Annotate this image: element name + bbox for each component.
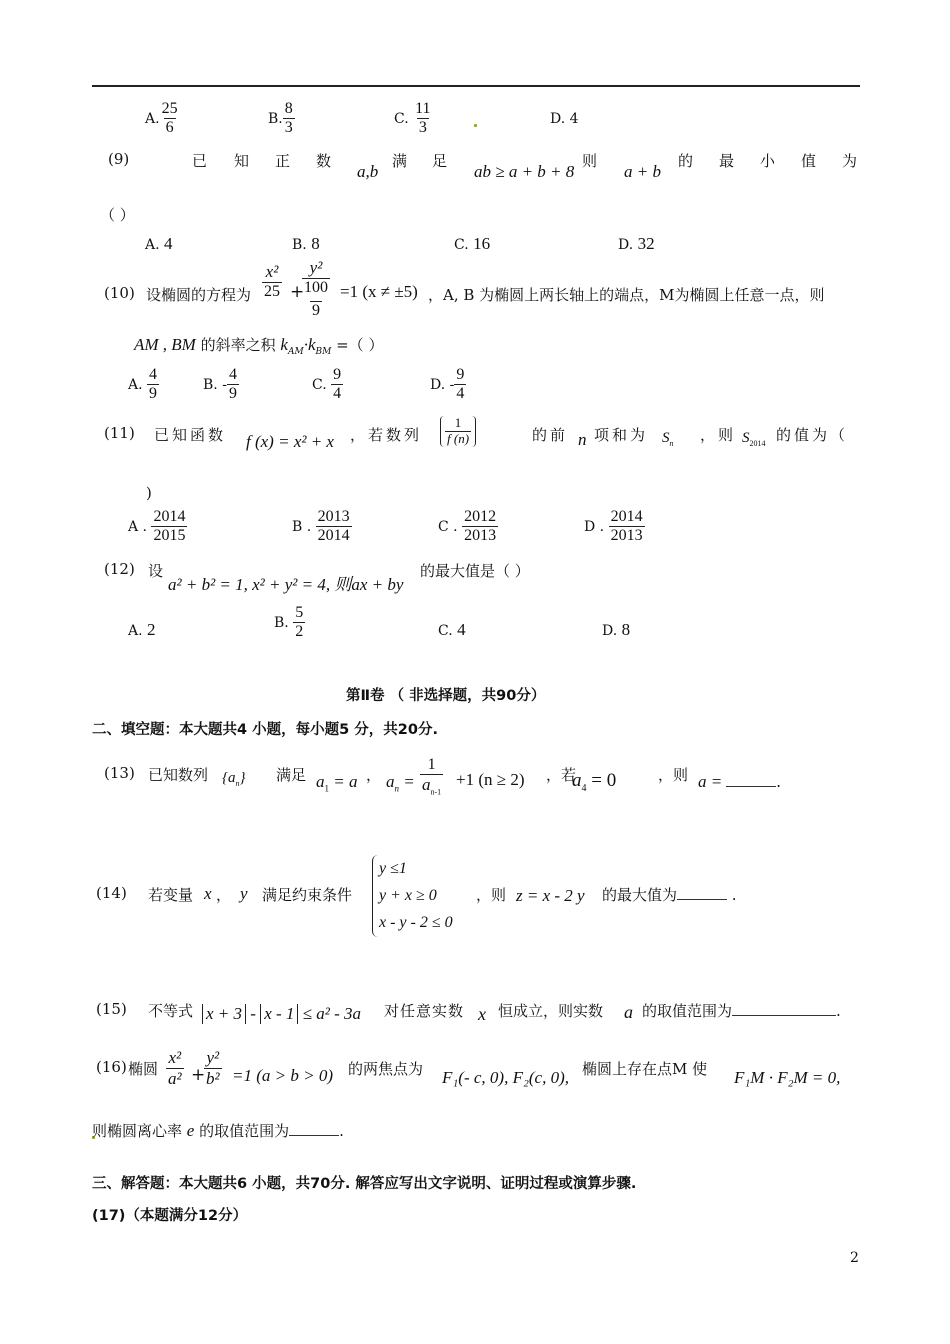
q14-constraint-system (372, 855, 453, 937)
stray-mark (474, 124, 477, 127)
q9-word: 正 (275, 152, 291, 170)
q11-mid: ，若数列 (350, 426, 423, 444)
q14-constraint: x - y - 2 ≤ 0 (379, 914, 453, 931)
q9-word: 足 (432, 152, 448, 170)
q12-prefix: 设 (148, 562, 164, 580)
fill-in-section-heading: 二、填空题：本大题共4 小题，每小题5 分，共20分. (92, 722, 438, 738)
q11-mid2: 的前 (532, 426, 569, 444)
q13-a1: $a_1 = a$ (316, 772, 358, 794)
q11-n: n (578, 430, 587, 449)
q9-word: 的 (678, 152, 694, 170)
q8-option-b: B. $\frac{8}{3}$ (268, 100, 293, 137)
q9-option-c: C. 16 (454, 234, 491, 253)
q9-word: 数 (316, 152, 332, 170)
q10-option-a: A. $\frac{4}{9}$ (128, 366, 158, 403)
q10-option-b: B. - $\frac{4}{9}$ (203, 366, 237, 403)
q17-heading: (17)（本题满分12分） (92, 1208, 248, 1224)
q12-option-b: B. $\frac{5}{2}$ (274, 604, 304, 641)
q10-fraction-x: $\frac{\text{x²}}{25}$ (264, 262, 280, 300)
q9-then: 则 (582, 152, 598, 170)
part2-title: 第Ⅱ卷 （ 非选择题，共90分） (346, 688, 546, 704)
q12-condition: a² + b² = 1, x² + y² = 4, 则ax + by (168, 575, 404, 594)
q14-y: y (240, 884, 248, 903)
q16-equation-rhs: =1 (a > b > 0) (232, 1066, 333, 1085)
q14-mid: 满足约束条件 (262, 886, 353, 904)
q16-fraction-y: $\frac{\text{y²}}{\text{b²}}$ (206, 1048, 220, 1088)
q16-fraction-x: $\frac{\text{x²}}{\text{a²}}$ (168, 1048, 182, 1088)
q8-option-a: A. $\frac{25}{6}$ (145, 100, 178, 137)
q16-plus: + (191, 1065, 206, 1085)
q10-option-d: D. - $\frac{9}{4}$ (430, 366, 465, 403)
q15-number: (15) (96, 1000, 127, 1018)
q14-constraint: y + x ≥ 0 (379, 887, 437, 904)
q11-sn: $S_n$ (662, 430, 674, 448)
q13-prefix: 已知数列 (148, 766, 209, 784)
q9-word: 最 (719, 152, 735, 170)
q12-number: (12) (104, 560, 135, 578)
q15-inequality: x + 3 - x - 1 ≤ a² - 3a (202, 1004, 361, 1024)
q15-mid: 对任意实数 (384, 1002, 465, 1020)
q14-sep: ， (216, 886, 232, 904)
q13-ruo: ，若 (546, 766, 577, 784)
q13-fraction: $\frac{1}{a_{n-1}}$ (422, 756, 442, 797)
q16-number: (16) (96, 1058, 127, 1076)
solution-section-heading: 三、解答题：本大题共6 小题，共70分. 解答应写出文字说明、证明过程或演算步骤. (92, 1176, 637, 1192)
q12-option-a: A. 2 (128, 620, 156, 639)
q10-equation-rhs: =1 (x ≠ ±5) (340, 282, 418, 301)
q13-number: (13) (104, 764, 135, 782)
q12-option-d: D. 8 (602, 620, 631, 639)
q9-answer-paren: （ ） (100, 206, 135, 224)
q13-an: $a_n$ = (386, 772, 415, 794)
q16-mid: 的两焦点为 (348, 1060, 424, 1078)
q14-ze: ，则 (476, 886, 507, 904)
q11-mid4: ，则 (700, 426, 737, 444)
q8-option-d: D. 4 (550, 111, 579, 127)
q11-option-b: B . $\frac{2013}{2014}$ (292, 508, 350, 545)
q10-fraction-y: y² 100 9 (304, 258, 328, 319)
q11-prefix: 已知函数 (154, 426, 227, 444)
q9-condition: ab ≥ a + b + 8 (474, 162, 575, 181)
q14-tail: 的最大值为 . (602, 886, 737, 904)
q14-x: x (204, 884, 212, 903)
q9-option-a: A. 4 (145, 234, 173, 253)
q9-word: 知 (234, 152, 250, 170)
q9-word: 值 (801, 152, 817, 170)
q13-mid: 满足 (276, 766, 307, 784)
q11-function: f (x) = x² + x (246, 432, 334, 451)
q15-x: x (478, 1004, 486, 1024)
q16-line2: 则椭圆离心率 e 的取值范围为 . (92, 1121, 344, 1140)
q10-plus: + (290, 282, 305, 302)
q11-s2014: $S_{2014}$ (742, 430, 766, 448)
q16-foci: F₁(- c, 0), F₂(c, 0), (442, 1068, 569, 1087)
q14-prefix: 若变量 (148, 886, 194, 904)
q9-option-d: D. 32 (618, 234, 655, 253)
q8-option-c: C. $\frac{11}{3}$ (394, 100, 431, 137)
q11-option-d: D . $\frac{2014}{2013}$ (584, 508, 643, 545)
q15-tail: 的取值范围为 . (642, 1002, 841, 1020)
q12-option-c: C. 4 (438, 620, 466, 639)
q13-comma: ， (366, 766, 382, 784)
q12-tail: 的最大值是（ ） (420, 562, 530, 580)
q16-prefix: 椭圆 (128, 1060, 159, 1078)
q9-word: 小 (760, 152, 776, 170)
q13-sequence: $\{a_n\}$ (222, 770, 246, 788)
q13-plus-one: +1 (n ≥ 2) (456, 770, 525, 789)
q11-tail: 的值为（ (776, 426, 849, 444)
header-rule (92, 85, 860, 87)
q15-prefix: 不等式 (148, 1002, 194, 1020)
q9-expression: a + b (624, 162, 661, 181)
q11-option-c: C . $\frac{2012}{2013}$ (438, 508, 497, 545)
q15-mid2: 恒成立，则实数 (498, 1002, 604, 1020)
q10-prefix: 设椭圆的方程为 (146, 286, 252, 304)
q14-number: (14) (96, 884, 127, 902)
q10-number: (10) (104, 284, 135, 302)
q13-a4: $a_4 = 0$ (572, 770, 617, 794)
page-number: 2 (850, 1250, 859, 1266)
q15-a: a (624, 1002, 633, 1022)
q14-constraint: y ≤1 (379, 860, 407, 877)
q11-mid3: 项和为 (594, 426, 649, 444)
q9-vars: a,b (357, 162, 379, 181)
q9-number: (9) (108, 150, 130, 168)
q10-line2: AM , BM 的斜率之积 $k_{AM}\cdot k_{BM}$ =（ ） (134, 335, 384, 357)
q9-word: 满 (392, 152, 408, 170)
q13-ze: ，则 (658, 766, 689, 784)
q9-word: 已 (192, 152, 208, 170)
q16-dot-product: F₁M · F₂M = 0, (734, 1068, 841, 1087)
q9-word: 为 (842, 152, 858, 170)
q11-option-a: A . $\frac{2014}{2015}$ (128, 508, 186, 545)
q13-answer: a = . (698, 772, 781, 791)
q10-description: ，A, B 为椭圆上两长轴上的端点，M为椭圆上任意一点，则 (428, 286, 825, 304)
q11-sequence: $\frac{1}{f (n)}$ (440, 416, 476, 447)
q9-option-b: B. 8 (292, 234, 320, 253)
q11-number: (11) (104, 424, 135, 442)
q16-mid2: 椭圆上存在点M 使 (582, 1060, 708, 1078)
q14-objective: z = x - 2 y (516, 886, 585, 905)
q10-option-c: C. $\frac{9}{4}$ (312, 366, 342, 403)
q11-close-paren: ) (146, 484, 152, 502)
